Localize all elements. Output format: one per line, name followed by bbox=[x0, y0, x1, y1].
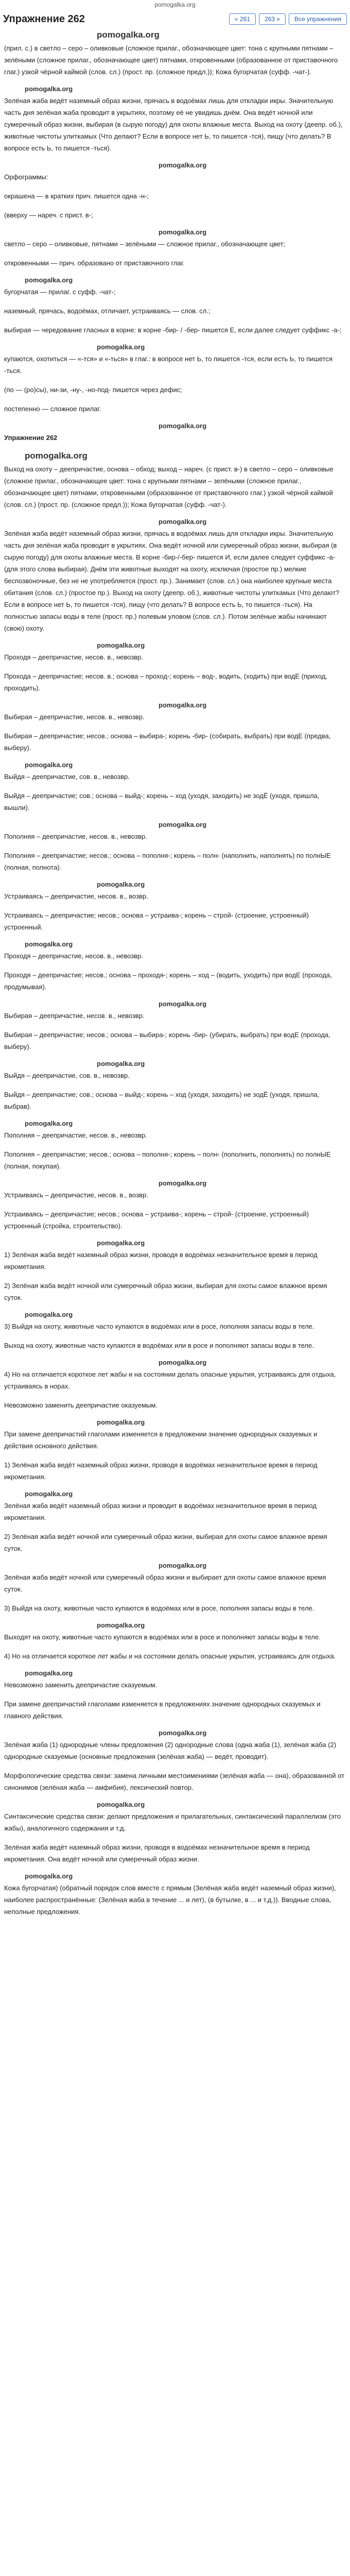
paragraph: Проходя – деепричастие; несов.; основа – проходя-; корень – ход – (водить, уходить) при водЕ (прохода, продумывая). bbox=[4, 971, 334, 991]
paragraph: Пополняя – деепричастие, несов. в., невозвр. bbox=[4, 1131, 147, 1139]
next-exercise-button[interactable]: 263 » bbox=[259, 13, 286, 25]
watermark: pomogalka.org bbox=[159, 161, 207, 169]
paragraph: Зелёная жаба ведёт наземный образ жизни и проводит в водоёмах незначительное время в период икрометания. bbox=[4, 1502, 319, 1521]
paragraph: Проходя – деепричастие, несов. в., невозвр. bbox=[4, 653, 143, 661]
exercise-nav bbox=[229, 13, 347, 25]
paragraph: Устраиваясь – деепричастие, несов. в., возвр. bbox=[4, 892, 148, 900]
watermark: pomogalka.org bbox=[25, 1311, 73, 1318]
paragraph: Выйдя – деепричастие, сов. в., невозвр. bbox=[4, 773, 130, 781]
watermark: pomogalka.org bbox=[159, 701, 207, 709]
paragraph: При замене деепричастий глаголами изменяется в предложениях значение однородных сказуемых и главного действия. bbox=[4, 1700, 323, 1720]
watermark: pomogalka.org bbox=[159, 1562, 207, 1569]
paragraph: Кожа бугорчатая) (обратный порядок слов вместе с прямым (Зелёная жаба ведёт наземный образ жизни), наиболее распространённые: (Зелёная жаба в течение ... и лет), (в бутылке, в ... и т.д.)). Вводные слова, неполные предложения. bbox=[4, 1884, 338, 1916]
section-label: Орфограммы: bbox=[4, 173, 48, 181]
paragraph: Проходя – деепричастие, несов. в., невозвр. bbox=[4, 952, 143, 960]
paragraph: наземный, прячась, водоёмах, отличает, устраиваясь — слов. сл.; bbox=[4, 307, 211, 315]
paragraph: Зелёная жаба ведёт наземный образ жизни, прячась в водоёмах лишь для откладки икры. Значительную часть дня зелёная жаба проводит в укрытиях, поэтому её не увидишь днём. Она ведёт ночной или сумеречный образ жизни, выбирая (в сырую погоду) для охоты влажные места. Выход на охоту (деепр. об.), животные чистоты улиткамых (Что делают? Если в вопросе нет Ь, то пишется -тся), пищу (что делать? В вопросе есть Ь, то пишется -ться). bbox=[4, 97, 345, 152]
paragraph: бугорчатая — прилаг. с суфф. -чат-; bbox=[4, 288, 116, 296]
exercise-content bbox=[0, 30, 350, 1918]
paragraph: Прохода – деепричастие; несов. в.; основа – проход-; корень – вод-, водить, (ходить) при водЕ (приход, проходить). bbox=[4, 672, 329, 692]
watermark: pomogalka.org bbox=[159, 821, 207, 828]
watermark: pomogalka.org bbox=[25, 1872, 73, 1880]
paragraph: 3) Выйдя на охоту, животные часто купаются в водоёмах или в росе, пополняя запасы воды в теле. bbox=[4, 1323, 314, 1330]
all-exercises-button[interactable]: Все упражнения bbox=[289, 13, 347, 25]
watermark: pomogalka.org bbox=[97, 1060, 145, 1067]
paragraph: Зелёная жаба (1) однородные члены предложения (2) однородные слова (одна жаба (1), зелёная жаба (2) однородные сказуемые (основные предложения (зелёная жаба) — ведёт, проводит). bbox=[4, 1741, 338, 1760]
paragraph: Выйдя – деепричастие; сов.; основа – выйд-; корень – ход (уходя, заходить) не зодЁ (уходя, пришла, вышли). bbox=[4, 792, 322, 811]
paragraph: Зелёная жаба ведёт наземный образ жизни, прячась в водоёмах лишь для откладки икры. Значительную часть дня зелёная жаба проводит в укрытиях. Она ведёт ночной или сумеречный образ жизни, выбирая (в сырую погоду) для охоты влажные места. В корне -бир-/-бер- пишется И, если далее следует суффикс -а- (для этого слова выбирая). Днём эти животные выходят на охоту, исключая (простое пр.) мелкие беспозвоночные, без не не употребляется (прост. пр.). Занимает (слов. сл.) она наиболее крупные места обитания (слов. сл.) (простое пр.). Выход на охоту (деепр. об.), животные чистоты улиткамых (Что делают? Если в вопросе нет Ь, то пишется -тся), пищу (что делать? В вопросе есть Ь, то пишется -ться). На полностью запасы воды в теле (прост. пр.) полевым уловом (слов. сл.). Потом зелёные жабы начинают (свою) охоту. bbox=[4, 530, 342, 632]
paragraph: При замене деепричастий глаголами изменяется в предложении значение однородных сказуемых и действия основного действия. bbox=[4, 1430, 319, 1450]
watermark: pomogalka.org bbox=[25, 276, 73, 284]
watermark: pomogalka.org bbox=[97, 1239, 145, 1247]
watermark: pomogalka.org bbox=[25, 1120, 73, 1127]
paragraph: Выход на охоту – деепричастие, основа – обход; выход – нареч. (с прист. в-) в светло – серо – оливковые (сложное прилаг., обозначающее цвет: тона с крупными пятнами – зелёными (сложное прилаг., обозначающее цвет) пятнами, откровенными (образованное от приставочного глаг.) узкой чёрной каймой (слов. сл.) (прост. пр. (сложное предл.)); Кожа бугорчатая (суфф. -чат-). bbox=[4, 465, 336, 509]
paragraph: Выбирая – деепричастие, несов. в., невозвр. bbox=[4, 1012, 145, 1020]
paragraph: Зелёная жаба ведёт наземный образ жизни, проводя в водоёмах незначительное время в период икрометания. Она ведёт ночной или сумеречный образ жизни. bbox=[4, 1843, 312, 1863]
watermark: pomogalka.org bbox=[97, 1418, 145, 1426]
paragraph: Выходят на охоту, животные часто купаются в водоёмах или в росе и пополняют запасы воды в теле. bbox=[4, 1633, 321, 1641]
watermark: pomogalka.org bbox=[25, 940, 73, 948]
watermark: pomogalka.org bbox=[159, 1729, 207, 1737]
paragraph: 3) Выйдя на охоту, животные часто купаются в водоёмах или в росе, пополняя запасы воды в теле. bbox=[4, 1604, 314, 1612]
watermark: pomogalka.org bbox=[159, 1179, 207, 1187]
watermark: pomogalka.org bbox=[159, 518, 207, 526]
paragraph: Выйдя – деепричастие, сов. в., невозвр. bbox=[4, 1072, 130, 1079]
paragraph: Устраиваясь – деепричастие; несов.; основа – устраива-; корень – строй- (строение, устроенный) устроенный (стройка, строительство). bbox=[4, 1210, 311, 1230]
paragraph: окрашена — в кратких прич. пишется одна -н-; bbox=[4, 192, 149, 200]
watermark: pomogalka.org bbox=[97, 1801, 145, 1808]
watermark: pomogalka.org bbox=[97, 641, 145, 649]
site-header bbox=[0, 0, 350, 10]
paragraph: (прил. с.) в светло – серо – оливковые (сложное прилаг., обозначающее цвет: тона с крупными пятнами – зелёными (сложное прилаг., обозначающее цвет) пятнами, откровенными (образованное от приставочного глаг.) узкой чёрной каймой (слов. сл.) (прост. пр. (сложное предл.)); Кожа бугорчатая (суфф. -чат-). bbox=[4, 44, 340, 76]
paragraph: 2) Зелёная жаба ведёт ночной или сумеречный образ жизни, выбирая для охоты самое влажное время суток. bbox=[4, 1533, 329, 1552]
watermark: pomogalka.org bbox=[97, 1621, 145, 1629]
paragraph: 4) Но на отличается короткое лет жабы и на состоянии делать опасные укрытия, устраиваясь для отдыха. bbox=[4, 1652, 336, 1660]
paragraph: Устраиваясь – деепричастие; несов.; основа – устраива-; корень – строй- (строение, устроенный) устроенный. bbox=[4, 911, 311, 931]
paragraph: Выход на охоту, животные часто купаются в водоёмах или в росе и пополняют запасы воды в теле. bbox=[4, 1342, 314, 1349]
paragraph: Выбирая – деепричастие, несов. в., невозвр. bbox=[4, 713, 145, 721]
paragraph: Синтаксические средства связи: делают предложения и прилагательных, синтаксический параллелизм (это жабы), аналогичного содержания и т.д. bbox=[4, 1812, 343, 1832]
paragraph: (вверху — нареч. с прист. в-; bbox=[4, 211, 93, 219]
paragraph: Пополняя – деепричастие; несов.; основа – пополня-; корень – полн- (наполнить, наполнять) по полнЫЕ (полная, полнота). bbox=[4, 852, 333, 871]
watermark: pomogalka.org bbox=[97, 343, 145, 351]
paragraph: Выбирая – деепричастие; несов.; основа – выбира-; корень -бир- (собирать, выбрать) при водЕ (предва, выберу). bbox=[4, 732, 332, 752]
paragraph: 4) Но на отличается короткое лет жабы и на состоянии делать опасные укрытия, устраиваясь для отдыха, устраиваясь в норах. bbox=[4, 1370, 338, 1390]
watermark: pomogalka.org bbox=[25, 451, 87, 461]
paragraph: Невозможно заменить деепричастие сказуемым. bbox=[4, 1681, 157, 1689]
watermark: pomogalka.org bbox=[159, 1359, 207, 1366]
prev-exercise-button[interactable]: « 261 bbox=[229, 13, 256, 25]
paragraph: Пополняя – деепричастие; несов.; основа – пополня-; корень – полн- (пополнить, пополнять) по полнЫЕ (полная, покупая). bbox=[4, 1150, 333, 1170]
watermark: pomogalka.org bbox=[97, 880, 145, 888]
watermark: pomogalka.org bbox=[25, 85, 73, 93]
paragraph: Невозможно заменить деепричастие оказуемым. bbox=[4, 1401, 157, 1409]
watermark: pomogalka.org bbox=[97, 30, 160, 40]
exercise-title: Упражнение 262 bbox=[3, 13, 85, 25]
watermark: pomogalka.org bbox=[159, 228, 207, 236]
paragraph: выбирая — чередование гласных в корне: в корне -бир- / -бер- пишется Е, если далее следует суффикс -а-; bbox=[4, 326, 342, 334]
paragraph: 1) Зелёная жаба ведёт наземный образ жизни, проводя в водоёмах незначительное время в период икрометания. bbox=[4, 1251, 320, 1270]
watermark: pomogalka.org bbox=[25, 761, 73, 769]
watermark: pomogalka.org bbox=[159, 422, 207, 430]
watermark: pomogalka.org bbox=[25, 1669, 73, 1677]
watermark: pomogalka.org bbox=[25, 1490, 73, 1498]
site-title[interactable]: pomogalka.org bbox=[154, 1, 196, 8]
paragraph: светло – серо – оливковые, пятнами – зелёными — сложное прилаг., обозначающее цвет; bbox=[4, 240, 286, 248]
exercise-header bbox=[0, 10, 350, 28]
paragraph: откровенными — прич. образовано от приставочного глаг. bbox=[4, 259, 185, 267]
paragraph: 1) Зелёная жаба ведёт наземный образ жизни, проводя в водоёмах незначительное время в период икрометания. bbox=[4, 1461, 320, 1481]
paragraph: 2) Зелёная жаба ведёт ночной или сумеречный образ жизни, выбирая для охоты самое влажное время суток. bbox=[4, 1282, 329, 1301]
paragraph: Морфологические средства связи: замена личными местоимениями (зелёная жаба — она), образованной от синонимов (зелёная жаба — амфибия), лексический повтор. bbox=[4, 1772, 346, 1791]
section-title: Упражнение 262 bbox=[4, 434, 58, 442]
paragraph: Пополняя – деепричастие, несов. в., невозвр. bbox=[4, 833, 147, 840]
paragraph: (по — (ро)сы), ни-зи, -ну-, -но-под- пишется через дефис; bbox=[4, 386, 182, 394]
watermark: pomogalka.org bbox=[159, 1000, 207, 1008]
paragraph: Выбирая – деепричастие; несов.; основа – выбира-; корень -бир- (убирать, выбрать) при водЕ (прохода, выберу). bbox=[4, 1031, 332, 1050]
paragraph: Устраиваясь – деепричастие, несов. в., возвр. bbox=[4, 1191, 148, 1199]
paragraph: постепенно — сложное прилаг. bbox=[4, 405, 101, 413]
paragraph: Выйдя – деепричастие; сов.; основа – выйд-; корень – ход (уходя, заходить) не зодЁ (уходя, пришла, выбрав). bbox=[4, 1091, 322, 1110]
paragraph: купаются, охотиться — «-тся» и «-ться» в глаг.: в вопросе нет Ь, то пишется -тся, если есть Ь, то пишется -ться. bbox=[4, 355, 335, 375]
paragraph: Зелёная жаба ведёт ночной или сумеречный образ жизни и выбирает для охоты самое влажное время суток. bbox=[4, 1573, 328, 1593]
